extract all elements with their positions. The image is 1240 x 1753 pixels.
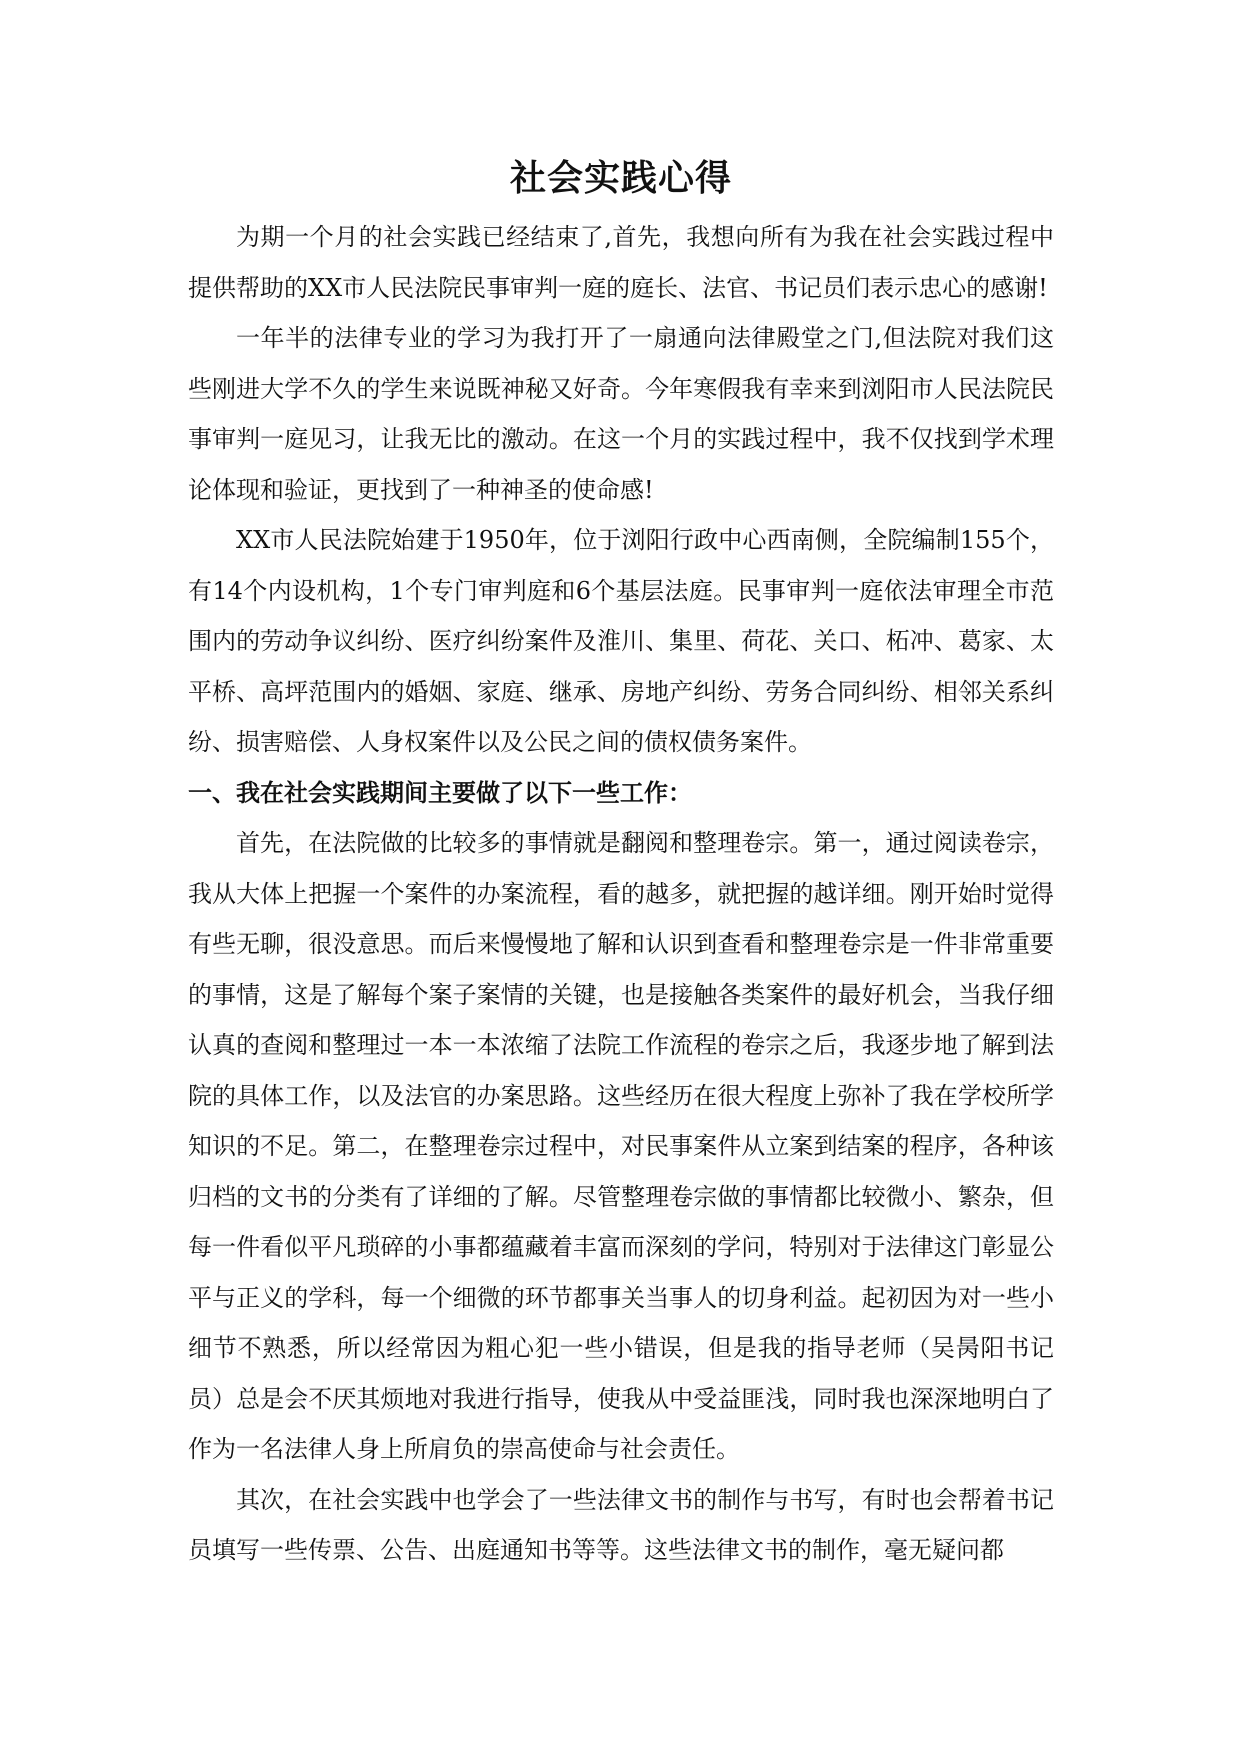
intro-paragraph-study: 一年半的法律专业的学习为我打开了一扇通向法律殿堂之门,但法院对我们这些刚进大学不久的学生来说既神秘又好奇。今年寒假我有幸来到浏阳市人民法院民事审判一庭见习，让我无比的激动。在这一个月的实践过程中，我不仅找到学术理论体现和验证，更找到了一种神圣的使命感! xyxy=(188,324,1054,504)
section-heading: 一、我在社会实践期间主要做了以下一些工作： xyxy=(188,778,692,807)
intro-paragraph-thanks: 为期一个月的社会实践已经结束了,首先，我想向所有为我在社会实践过程中提供帮助的XX市人民法院民事审判一庭的庭长、法官、书记员们表示忠心的感谢! xyxy=(188,223,1054,302)
section-paragraph-files: 首先，在法院做的比较多的事情就是翻阅和整理卷宗。第一，通过阅读卷宗，我从大体上把握一个案件的办案流程，看的越多，就把握的越详细。刚开始时觉得有些无聊，很没意思。而后来慢慢地了解和认识到查看和整理卷宗是一件非常重要的事情，这是了解每个案子案情的关键，也是接触各类案件的最好机会，当我仔细认真的查阅和整理过一本一本浓缩了法院工作流程的卷宗之后，我逐步地了解到法院的具体工作，以及法官的办案思路。这些经历在很大程度上弥补了我在学校所学知识的不足。第二，在整理卷宗过程中，对民事案件从立案到结案的程序，各种该归档的文书的分类有了详细的了解。尽管整理卷宗做的事情都比较微小、繁杂，但每一件看似平凡琐碎的小事都蕴藏着丰富而深刻的学问，特别对于法律这门彰显公平与正义的学科，每一个细微的环节都事关当事人的切身利益。起初因为对一些小细节不熟悉，所以经常因为粗心犯一些小错误，但是我的指导老师（吴昺阳书记员）总是会不厌其烦地对我进行指导，使我从中受益匪浅，同时我也深深地明白了作为一名法律人身上所肩负的崇高使命与社会责任。 xyxy=(188,829,1054,1463)
document-title: 社会实践心得 xyxy=(509,158,732,199)
section-paragraph-documents: 其次，在社会实践中也学会了一些法律文书的制作与书写，有时也会帮着书记员填写一些传票、公告、出庭通知书等等。这些法律文书的制作，毫无疑问都 xyxy=(188,1485,1054,1564)
document-body xyxy=(188,150,1054,1576)
intro-paragraph-court: XX市人民法院始建于1950年，位于浏阳行政中心西南侧，全院编制155个，有14个内设机构，1个专门审判庭和6个基层法庭。民事审判一庭依法审理全市范围内的劳动争议纠纷、医疗纠纷案件及淮川、集里、荷花、关口、柘冲、葛家、太平桥、高坪范围内的婚姻、家庭、继承、房地产纠纷、劳务合同纠纷、相邻关系纠纷、损害赔偿、人身权案件以及公民之间的债权债务案件。 xyxy=(188,526,1054,756)
